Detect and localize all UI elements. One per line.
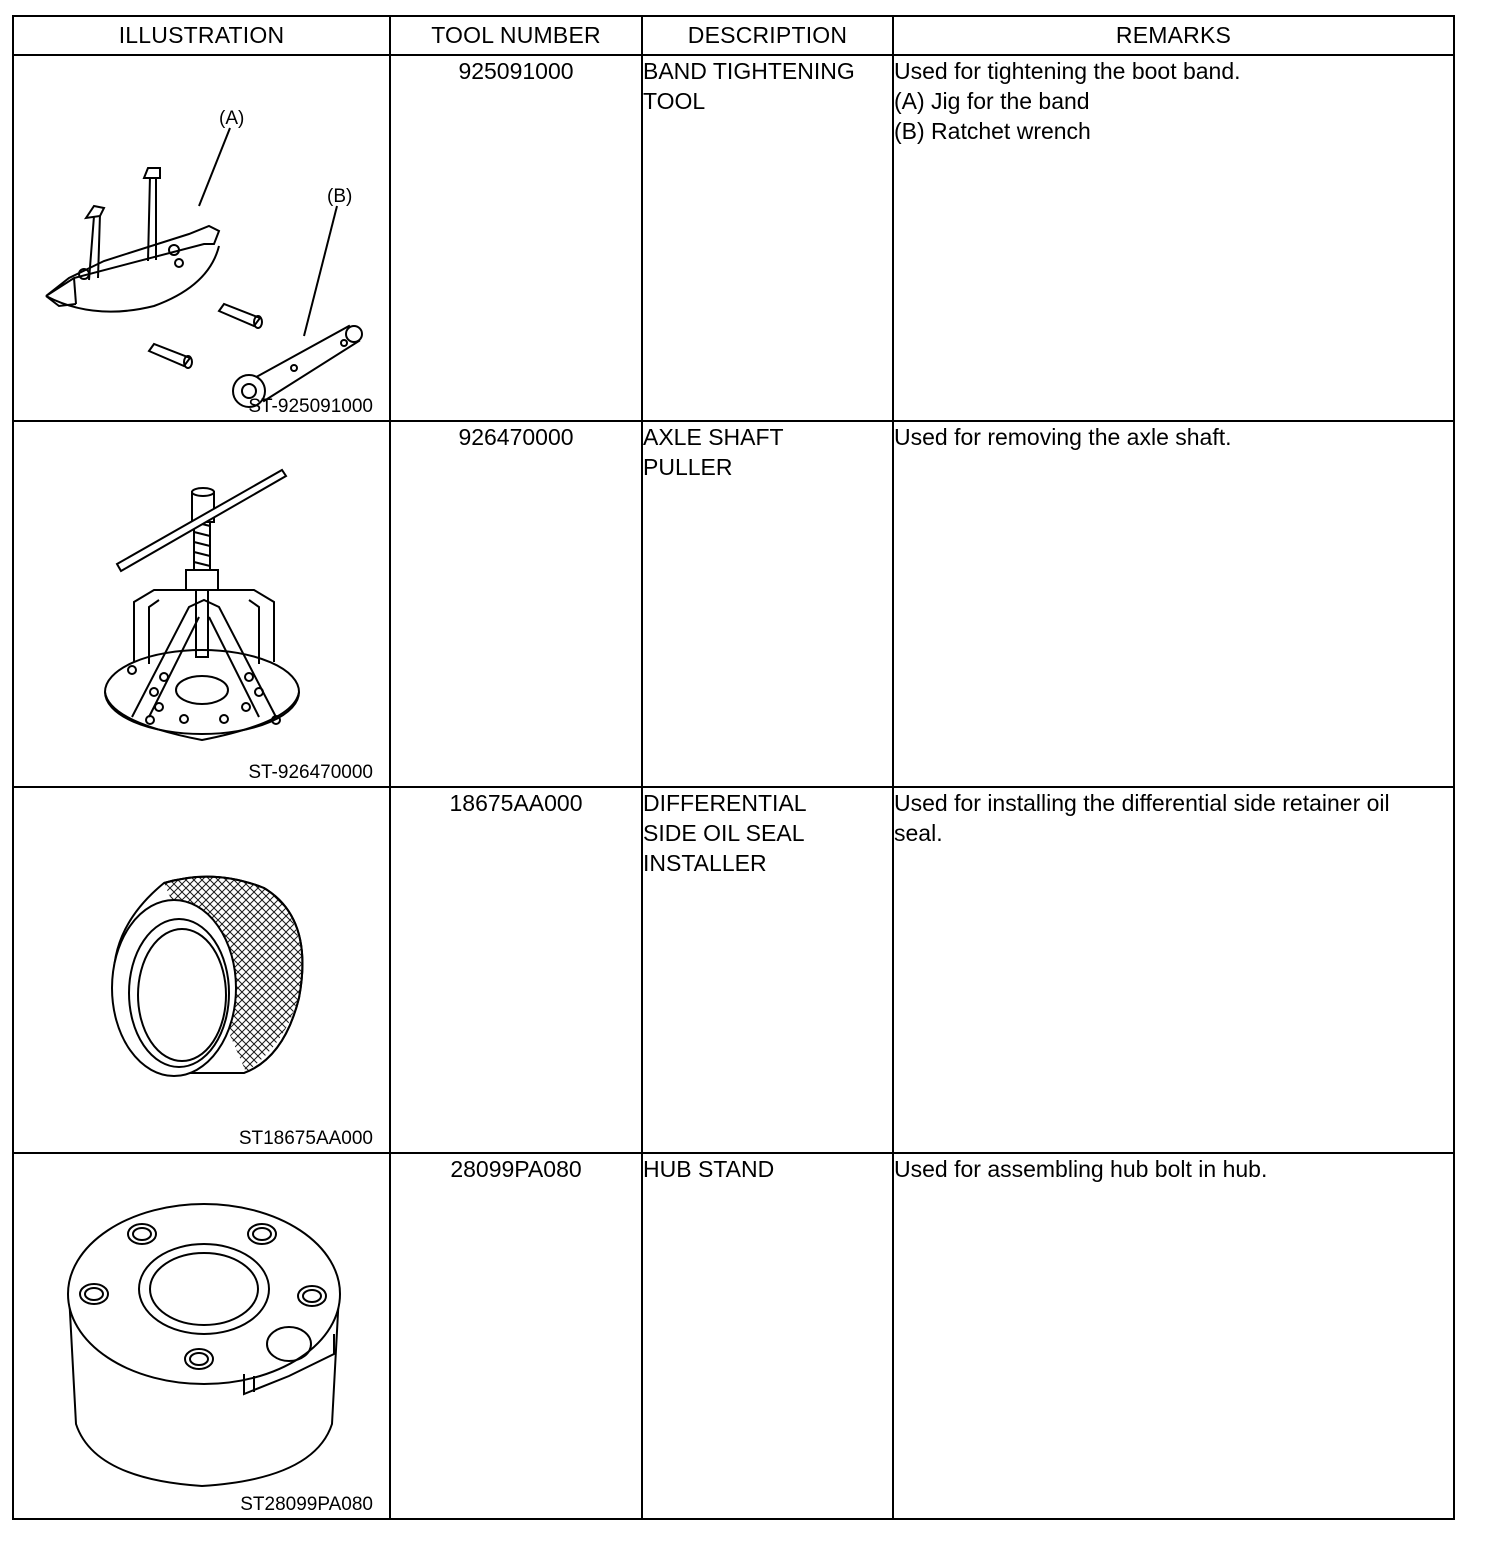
tool-description: AXLE SHAFT PULLER	[642, 421, 893, 787]
illustration-code: ST-926470000	[248, 762, 373, 783]
axle-shaft-puller-illustration	[14, 422, 391, 786]
tool-remarks: Used for assembling hub bolt in hub.	[893, 1153, 1454, 1519]
table-row	[13, 1153, 1454, 1519]
callout-a: (A)	[219, 108, 245, 129]
callout-b: (B)	[327, 186, 353, 207]
tool-number: 926470000	[390, 421, 642, 787]
table-row	[13, 421, 1454, 787]
illustration-cell	[13, 787, 390, 1153]
illustration-cell	[13, 1153, 390, 1519]
hub-stand-illustration	[14, 1154, 391, 1518]
illustration-cell	[13, 421, 390, 787]
header-row	[13, 16, 1454, 55]
illustration-cell	[13, 55, 390, 421]
band-tightening-tool-illustration	[14, 56, 391, 420]
tool-number: 28099PA080	[390, 1153, 642, 1519]
illustration-code: ST28099PA080	[240, 1494, 373, 1515]
tool-description: HUB STAND	[642, 1153, 893, 1519]
oil-seal-installer-illustration	[14, 788, 391, 1152]
tool-number: 925091000	[390, 55, 642, 421]
illustration-code: ST18675AA000	[238, 1128, 373, 1149]
table-row	[13, 787, 1454, 1153]
tool-remarks: Used for removing the axle shaft.	[893, 421, 1454, 787]
header-remarks: REMARKS	[893, 16, 1454, 55]
tool-remarks: Used for tightening the boot band. (A) Jig for the band (B) Ratchet wrench	[893, 55, 1454, 421]
header-tool-number: TOOL NUMBER	[390, 16, 642, 55]
illustration-code: ST-925091000	[248, 396, 373, 417]
special-tools-table	[12, 15, 1455, 1520]
header-description: DESCRIPTION	[642, 16, 893, 55]
table-row	[13, 55, 1454, 421]
tool-remarks: Used for installing the differential side retainer oil seal.	[893, 787, 1454, 1153]
tool-description: BAND TIGHTENING TOOL	[642, 55, 893, 421]
tool-number: 18675AA000	[390, 787, 642, 1153]
header-illustration: ILLUSTRATION	[13, 16, 390, 55]
tool-description: DIFFERENTIAL SIDE OIL SEAL INSTALLER	[642, 787, 893, 1153]
